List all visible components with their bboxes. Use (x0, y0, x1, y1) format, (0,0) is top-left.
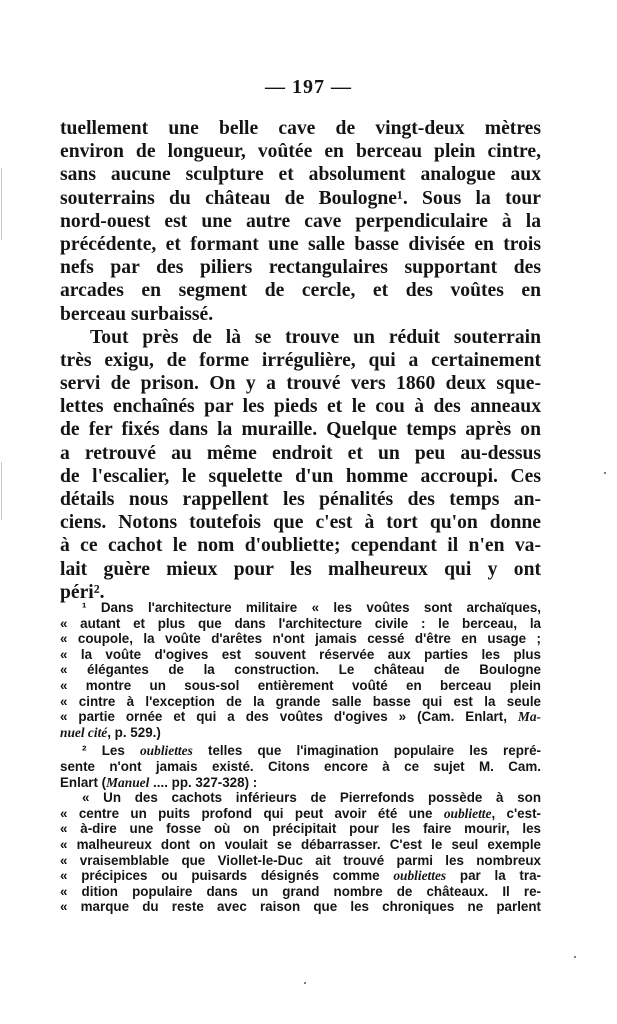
text-line: souterrains du château de Boulogne¹. Sous la tour (60, 187, 541, 209)
paragraph-start-line: Tout près de là se trouve un réduit souterrain (90, 326, 541, 348)
body-text (60, 117, 541, 604)
footnote-1-line: « élégantes de la construction. Le château de Boulogne (60, 662, 541, 678)
text-line: lettes enchaînés par les pieds et le cou à des anneaux (60, 396, 541, 418)
text-line: de fer fixés dans la muraille. Quelque temps après on (60, 419, 541, 441)
text-line: à ce cachot le nom d'oubliette; cependant il n'en va- (60, 535, 541, 557)
footnote-2-quote-line: « précipices ou puisards désignés comme oubliettes par la tra- (60, 868, 541, 884)
footnote-2-quote-line: « dition populaire dans un grand nombre de châteaux. Il re- (60, 883, 541, 899)
footnote-1-line: « la voûte d'ogives est souvent réservée aux parties les plus (60, 646, 541, 662)
scan-speck (604, 472, 606, 474)
text-line: berceau surbaissé. (60, 303, 214, 325)
footnote-2-quote-line: « marque du reste avec raison que les chroniques ne parlent (60, 899, 541, 915)
footnote-2-line: sente n'ont jamais existé. Citons encore à ce sujet M. Cam. (60, 758, 541, 774)
footnote-1-line: « montre un sous-sol entièrement voûté en berceau plein (60, 677, 541, 693)
footnote-1-line: « cintre à l'exception de la grande salle basse qui est la seule (60, 693, 541, 709)
footnote-2-quote-line: « malheureux dont on voulait se débarrasser. C'est le seul exemple (60, 836, 541, 852)
text-line: a retrouvé au même endroit et un peu au-dessus (60, 442, 541, 464)
scan-speck (304, 982, 306, 984)
text-line: lait guère mieux pour les malheureux qui y ont (60, 558, 541, 580)
footnote-marker: ¹ (82, 600, 87, 615)
text-line: précédente, et formant une salle basse divisée en trois (60, 233, 541, 255)
footnote-2-quote-line: « vraisemblable que Viollet-le-Duc ait trouvé parmi les nombreux (60, 852, 541, 868)
footnote-2-quote-line: « centre un puits profond qui peut avoir été une oubliette, c'est- (60, 805, 541, 821)
text-line: péri². (60, 581, 105, 603)
scan-speck (574, 956, 576, 958)
text-line: très exigu, de forme irrégulière, qui a certainement (60, 349, 541, 371)
footnote-2-quote-line: « à-dire une fosse où on précipitait pour les faire mourir, les (60, 821, 541, 837)
scan-artifact (1, 462, 2, 520)
footnotes (60, 600, 541, 915)
footnote-1-line: ¹ Dans l'architecture militaire « les voûtes sont archaïques, (82, 600, 541, 615)
footnote-1-line: « autant et plus que dans l'architecture civile : le berceau, la (60, 615, 541, 631)
text-line: de l'escalier, le squelette d'un homme accroupi. Ces (60, 465, 541, 487)
text-line: nord-ouest est une autre cave perpendiculaire à la (60, 210, 541, 232)
text-line: tuellement une belle cave de vingt-deux mètres (60, 118, 541, 139)
text-line: environ de longueur, voûtée en berceau plein cintre, (60, 141, 541, 163)
text-line: nefs par des piliers rectangulaires supportant des (60, 257, 541, 279)
footnote-1-line: « coupole, la voûte d'arêtes n'ont jamais cessé d'être en usage ; (60, 631, 541, 647)
footnote-1-line: « partie ornée et qui a des voûtes d'ogives » (Cam. Enlart, Ma- (60, 709, 541, 725)
footnote-1-line: nuel cité, p. 529.) (60, 724, 161, 740)
text-line: servi de prison. On y a trouvé vers 1860 deux sque- (60, 373, 541, 395)
text-line: détails nous rappellent les pénalités des temps an- (60, 489, 541, 510)
footnote-marker: ² (82, 743, 87, 759)
footnote-2-quote-line: « Un des cachots inférieurs de Pierrefonds possède à son (82, 790, 541, 806)
text-line: ciens. Notons toutefois que c'est à tort qu'on donne (60, 512, 541, 534)
text-line: sans aucune sculpture et absolument analogue aux (60, 164, 541, 186)
page-number: — 197 — (265, 76, 352, 98)
scan-artifact (1, 168, 2, 240)
footnote-2-line: ² Les oubliettes telles que l'imagination populaire les repré- (82, 743, 542, 759)
text-line: arcades en segment de cercle, et des voûtes en (60, 280, 541, 302)
footnote-2-line: Enlart (Manuel .... pp. 327-328) : (60, 774, 258, 790)
